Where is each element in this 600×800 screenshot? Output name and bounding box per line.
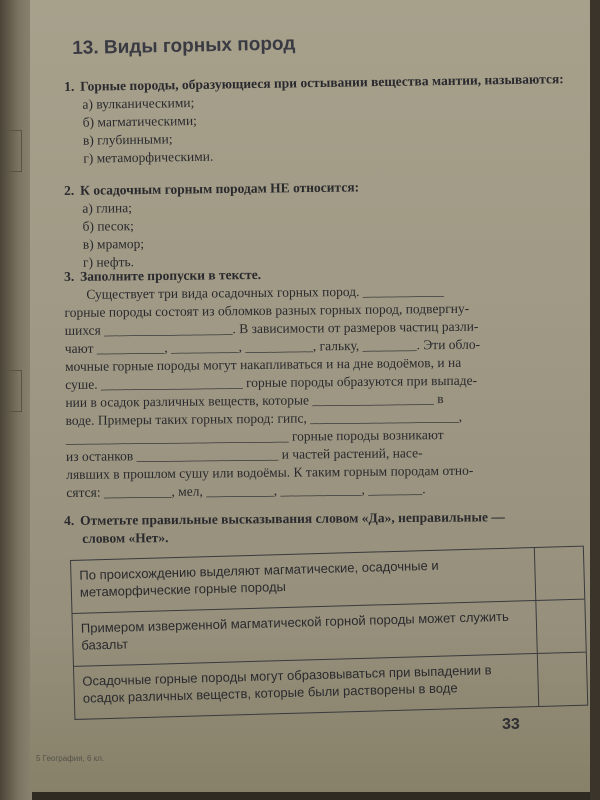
workbook-page (30, 0, 592, 792)
text-line: нии в осадок различных веществ, которые __________________ в (65, 391, 444, 410)
footer-note: 5 География, 6 кл. (36, 754, 105, 763)
question-3 (64, 263, 566, 502)
question-4 (64, 508, 564, 548)
text-line: из останков _____________________ и частей растений, насе- (65, 445, 423, 464)
page-shadow (590, 0, 600, 800)
text-line: шихся ___________________. В зависимости от размеров частиц разли- (64, 318, 479, 338)
statement-cell: Примером изверженной магматической горной породы может служить базальт (73, 601, 538, 666)
question-1 (64, 70, 565, 168)
question-text: К осадочным горным породам НЕ относится: (80, 179, 360, 198)
yes-no-table (70, 546, 588, 720)
text-line: чают __________, __________, __________, гальку, ________. Эти обло- (64, 336, 481, 356)
answer-option[interactable]: б) магматическими; (82, 112, 197, 130)
question-text: Заполните пропуски в тексте. (80, 266, 262, 284)
answer-cell[interactable] (535, 547, 584, 600)
page-title: 13. Виды горных пород (72, 33, 296, 59)
question-text: Горные породы, образующиеся при остывании вещества мантии, называются: (80, 71, 564, 94)
question-text-continued: словом «Нет». (82, 530, 169, 546)
text-line: _________________________________ горные породы возникают (65, 427, 444, 446)
binding-mark (6, 130, 22, 172)
statement-cell: По происхождению выделяют магматические, осадочные и метаморфические горные породы (71, 548, 536, 613)
text-line: лявших в прошлом сушу или водоёмы. К таким горным породам отно- (66, 462, 474, 482)
book-binding-edge (0, 0, 32, 800)
binding-mark (6, 370, 22, 412)
answer-option[interactable]: в) глубинными; (82, 131, 173, 148)
question-number: 2. (64, 182, 75, 198)
answer-cell[interactable] (538, 653, 587, 706)
text-line: горные породы состоят из обломков разных горных пород, подвергну- (64, 300, 470, 320)
answer-cell[interactable] (536, 600, 585, 653)
page-number: 33 (502, 716, 520, 733)
statement-cell: Осадочные горные породы могут образовываться при выпадении в осадок различных веществ, которые были растворены в воде (74, 654, 539, 719)
fill-in-text[interactable] (64, 281, 566, 502)
answer-option[interactable]: б) песок; (82, 218, 134, 234)
answer-option[interactable]: а) вулканическими; (82, 94, 195, 112)
question-number: 1. (64, 78, 75, 94)
question-text: Отметьте правильные высказывания словом «Да», неправильные — (80, 509, 505, 528)
answer-option[interactable]: а) глина; (82, 200, 133, 216)
text-line: Существует три вида осадочных горных пород. ____________ (86, 283, 444, 302)
text-line: сятся: __________, мел, __________, ____________, ________. (66, 481, 426, 500)
answer-option[interactable]: в) мрамор; (82, 236, 145, 252)
question-2 (64, 176, 565, 272)
question-number: 3. (64, 268, 75, 284)
question-number: 4. (64, 512, 75, 528)
text-line: мочные горные породы могут накапливаться и на дне водоёмов, и на (64, 354, 462, 374)
answer-option[interactable]: г) метаморфическими. (83, 148, 214, 166)
text-line: суше. _____________________ горные породы образуются при выпаде- (65, 372, 478, 392)
text-line: воде. Примеры таких горных пород: гипс, ______________________, (65, 408, 463, 428)
answer-option[interactable]: г) нефть. (82, 254, 135, 270)
